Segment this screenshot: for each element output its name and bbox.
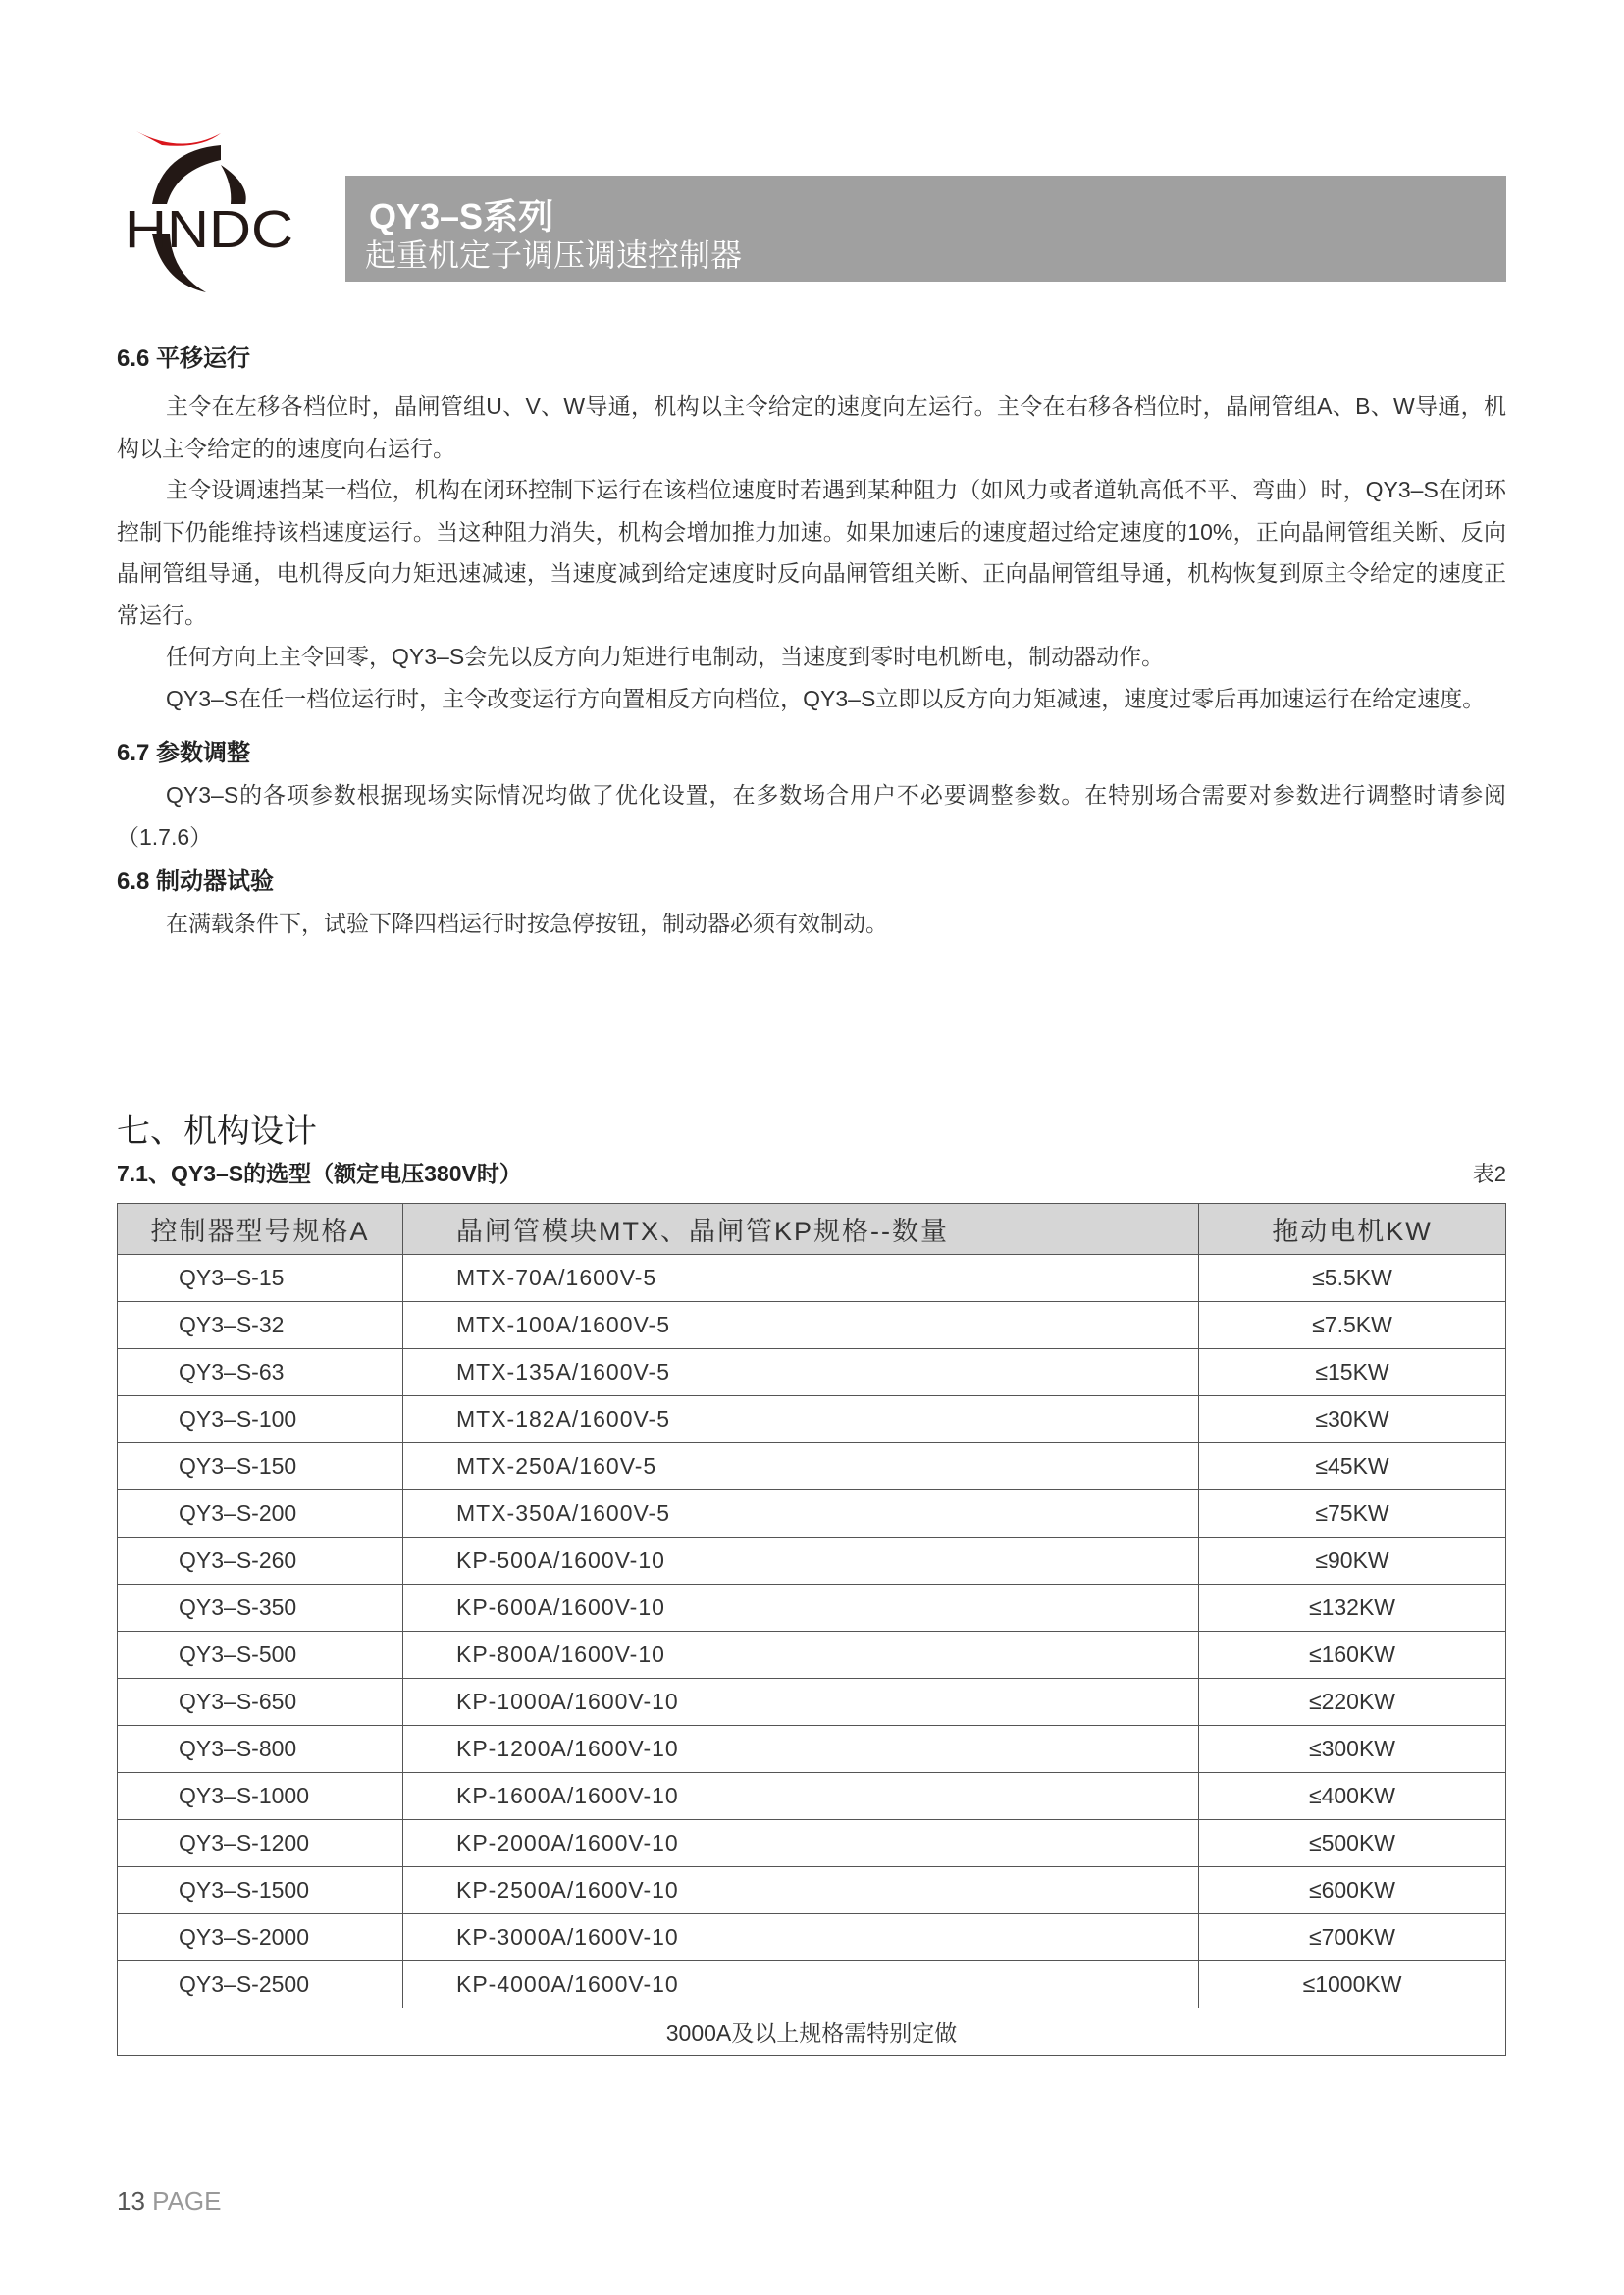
model-cell: QY3–S-800 — [118, 1726, 403, 1773]
table-header-row — [118, 1204, 1506, 1255]
motor-power-cell: ≤700KW — [1199, 1914, 1506, 1961]
thyristor-spec-cell: KP-1200A/1600V-10 — [403, 1726, 1199, 1773]
table-row — [118, 1585, 1506, 1632]
model-cell: QY3–S-1200 — [118, 1820, 403, 1867]
table-label: 表2 — [1472, 1162, 1506, 1186]
model-cell: QY3–S-200 — [118, 1490, 403, 1538]
motor-power-cell: ≤160KW — [1199, 1632, 1506, 1679]
paragraph: QY3–S在任一档位运行时，主令改变运行方向置相反方向档位，QY3–S立即以反方向力矩减速，速度过零后再加速运行在给定速度。 — [166, 685, 1486, 711]
subsection-heading: 7.1、QY3–S的选型（额定电压380V时） — [117, 1161, 522, 1186]
thyristor-spec-cell: KP-800A/1600V-10 — [403, 1632, 1199, 1679]
thyristor-spec-cell: MTX-250A/160V-5 — [403, 1443, 1199, 1490]
thyristor-spec-cell: KP-4000A/1600V-10 — [403, 1961, 1199, 2008]
paragraph: 任何方向上主令回零，QY3–S会先以反方向力矩进行电制动，当速度到零时电机断电，制动器动作。 — [166, 644, 1165, 669]
column-header: 拖动电机KW — [1199, 1204, 1506, 1255]
table-row — [118, 1726, 1506, 1773]
motor-power-cell: ≤400KW — [1199, 1773, 1506, 1820]
page-footer — [117, 2186, 221, 2217]
motor-power-cell: ≤132KW — [1199, 1585, 1506, 1632]
motor-power-cell: ≤75KW — [1199, 1490, 1506, 1538]
page-number: 13 — [117, 2186, 145, 2216]
body-content — [117, 339, 1506, 945]
table-row — [118, 1302, 1506, 1349]
thyristor-spec-cell: MTX-70A/1600V-5 — [403, 1255, 1199, 1302]
paragraph: 在满载条件下，试验下降四档运行时按急停按钮，制动器必须有效制动。 — [166, 911, 888, 936]
table-note: 3000A及以上规格需特别定做 — [118, 2008, 1506, 2056]
product-title: 起重机定子调压调速控制器 — [365, 237, 743, 273]
table-row — [118, 1679, 1506, 1726]
model-cell: QY3–S-32 — [118, 1302, 403, 1349]
thyristor-spec-cell: KP-2000A/1600V-10 — [403, 1820, 1199, 1867]
section-heading: 6.8 制动器试验 — [117, 868, 275, 895]
page-label: PAGE — [152, 2186, 222, 2216]
model-cell: QY3–S-63 — [118, 1349, 403, 1396]
model-cell: QY3–S-1500 — [118, 1867, 403, 1914]
column-header: 晶闸管模块MTX、晶闸管KP规格--数量 — [403, 1204, 1199, 1255]
model-cell: QY3–S-350 — [118, 1585, 403, 1632]
table-row — [118, 1443, 1506, 1490]
selection-table — [117, 1203, 1506, 2056]
table-row — [118, 1349, 1506, 1396]
thyristor-spec-cell: KP-1000A/1600V-10 — [403, 1679, 1199, 1726]
model-cell: QY3–S-2000 — [118, 1914, 403, 1961]
motor-power-cell: ≤600KW — [1199, 1867, 1506, 1914]
section-heading: 6.6 平移运行 — [117, 345, 251, 372]
model-cell: QY3–S-15 — [118, 1255, 403, 1302]
header-banner — [345, 176, 1506, 282]
model-cell: QY3–S-100 — [118, 1396, 403, 1443]
table-note-row — [118, 2008, 1506, 2056]
paragraph: 主令在左移各档位时，晶闸管组U、V、W导通，机构以主令给定的速度向左运行。主令在右移各档位时，晶闸管组A、B、W导通，机构以主令给定的的速度向右运行。 — [117, 393, 1506, 461]
thyristor-spec-cell: MTX-100A/1600V-5 — [403, 1302, 1199, 1349]
thyristor-spec-cell: KP-600A/1600V-10 — [403, 1585, 1199, 1632]
svg-text:HNDC: HNDC — [125, 200, 293, 259]
table-row — [118, 1773, 1506, 1820]
series-title: QY3–S系列 — [369, 196, 554, 236]
section-heading: 6.7 参数调整 — [117, 740, 251, 766]
table-row — [118, 1490, 1506, 1538]
thyristor-spec-cell: MTX-350A/1600V-5 — [403, 1490, 1199, 1538]
table-row — [118, 1396, 1506, 1443]
motor-power-cell: ≤90KW — [1199, 1538, 1506, 1585]
table-row — [118, 1914, 1506, 1961]
thyristor-spec-cell: KP-500A/1600V-10 — [403, 1538, 1199, 1585]
table-row — [118, 1820, 1506, 1867]
motor-power-cell: ≤15KW — [1199, 1349, 1506, 1396]
table-row — [118, 1961, 1506, 2008]
model-cell: QY3–S-2500 — [118, 1961, 403, 2008]
thyristor-spec-cell: KP-3000A/1600V-10 — [403, 1914, 1199, 1961]
thyristor-spec-cell: KP-1600A/1600V-10 — [403, 1773, 1199, 1820]
motor-power-cell: ≤1000KW — [1199, 1961, 1506, 2008]
table-row — [118, 1255, 1506, 1302]
model-cell: QY3–S-650 — [118, 1679, 403, 1726]
model-cell: QY3–S-1000 — [118, 1773, 403, 1820]
model-cell: QY3–S-260 — [118, 1538, 403, 1585]
table-row — [118, 1632, 1506, 1679]
thyristor-spec-cell: MTX-135A/1600V-5 — [403, 1349, 1199, 1396]
paragraph: QY3–S的各项参数根据现场实际情况均做了优化设置，在多数场合用户不必要调整参数。在特别场合需要对参数进行调整时请参阅（1.7.6） — [117, 782, 1506, 850]
motor-power-cell: ≤45KW — [1199, 1443, 1506, 1490]
table-row — [118, 1538, 1506, 1585]
motor-power-cell: ≤7.5KW — [1199, 1302, 1506, 1349]
thyristor-spec-cell: MTX-182A/1600V-5 — [403, 1396, 1199, 1443]
motor-power-cell: ≤30KW — [1199, 1396, 1506, 1443]
motor-power-cell: ≤500KW — [1199, 1820, 1506, 1867]
thyristor-spec-cell: KP-2500A/1600V-10 — [403, 1867, 1199, 1914]
motor-power-cell: ≤300KW — [1199, 1726, 1506, 1773]
column-header: 控制器型号规格A — [118, 1204, 403, 1255]
paragraph: 主令设调速挡某一档位，机构在闭环控制下运行在该档位速度时若遇到某种阻力（如风力或者道轨高低不平、弯曲）时，QY3–S在闭环控制下仍能维持该档速度运行。当这种阻力消失，机构会增加推力加速。如果加速后的速度超过给定速度的10%，正向晶闸管组关断、反向晶闸管组导通，电机得反向力矩迅速减速，当速度减到给定速度时反向晶闸管组关断、正向晶闸管组导通，机构恢复到原主令给定的速度正常运行。 — [117, 477, 1506, 628]
motor-power-cell: ≤5.5KW — [1199, 1255, 1506, 1302]
hndc-logo — [123, 126, 299, 302]
motor-power-cell: ≤220KW — [1199, 1679, 1506, 1726]
model-cell: QY3–S-150 — [118, 1443, 403, 1490]
table-row — [118, 1867, 1506, 1914]
chapter-title: 七、机构设计 — [117, 1113, 317, 1150]
model-cell: QY3–S-500 — [118, 1632, 403, 1679]
